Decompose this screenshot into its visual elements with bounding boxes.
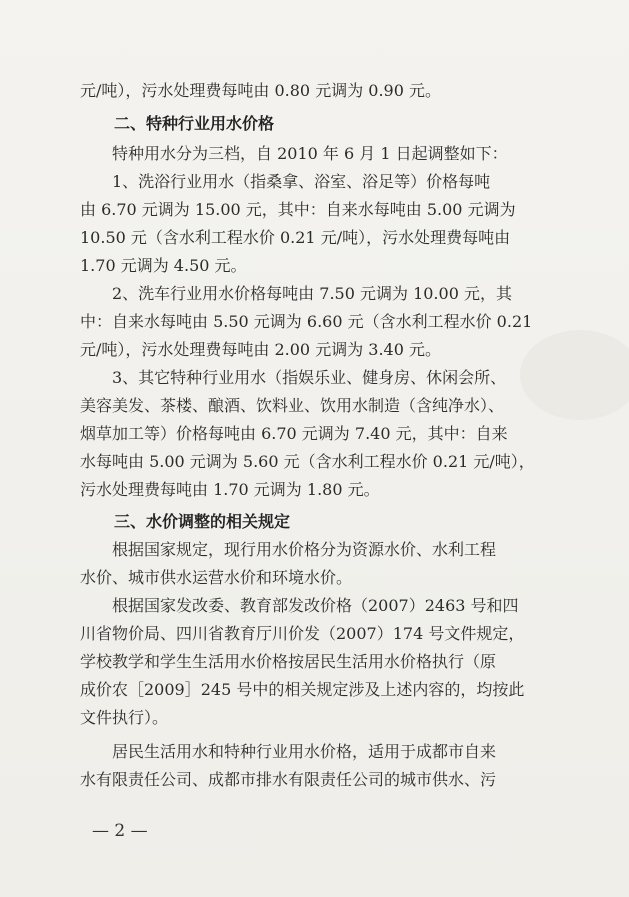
text-line: 水价、城市供水运营水价和环境水价。 (80, 568, 353, 587)
text-line: 10.50 元（含水利工程水价 0.21 元/吨），污水处理费每吨由 (80, 228, 511, 247)
text-line: 2、洗车行业用水价格每吨由 7.50 元调为 10.00 元，其 (112, 284, 512, 303)
text-line: 学校教学和学生生活用水价格按居民生活用水价格执行（原 (80, 652, 497, 671)
text-line: 1、洗浴行业用水（指桑拿、浴室、浴足等）价格每吨 (112, 172, 491, 191)
section-heading: 二、特种行业用水价格 (114, 114, 275, 133)
text-line: 元/吨），污水处理费每吨由 0.80 元调为 0.90 元。 (80, 81, 441, 100)
text-line: 烟草加工等）价格每吨由 6.70 元调为 7.40 元，其中：自来 (80, 424, 508, 443)
text-line: 川省物价局、四川省教育厅川价发（2007）174 号文件规定， (80, 624, 525, 643)
text-line: 成价农［2009］245 号中的相关规定涉及上述内容的，均按此 (80, 680, 525, 699)
text-line: 美容美发、茶楼、酿酒、饮料业、饮用水制造（含纯净水）、 (80, 396, 505, 415)
text-line: 由 6.70 元调为 15.00 元，其中：自来水每吨由 5.00 元调为 (80, 200, 516, 219)
page-number: — 2 — (92, 821, 148, 841)
text-line: 特种用水分为三档，自 2010 年 6 月 1 日起调整如下： (112, 144, 508, 163)
section-heading: 三、水价调整的相关规定 (114, 512, 291, 531)
text-line: 中：自来水每吨由 5.50 元调为 6.60 元（含水利工程水价 0.21 (80, 312, 533, 331)
text-line: 水每吨由 5.00 元调为 5.60 元（含水利工程水价 0.21 元/吨）， (80, 452, 535, 471)
text-line: 元/吨），污水处理费每吨由 2.00 元调为 3.40 元。 (80, 340, 441, 359)
text-line: 水有限责任公司、成都市排水有限责任公司的城市供水、污 (80, 770, 497, 789)
text-line: 根据国家规定，现行用水价格分为资源水价、水利工程 (112, 540, 497, 559)
text-line: 污水处理费每吨由 1.70 元调为 1.80 元。 (80, 480, 380, 499)
text-line: 1.70 元调为 4.50 元。 (80, 256, 247, 275)
text-line: 根据国家发改委、教育部发改价格（2007）2463 号和四 (112, 596, 519, 615)
text-line: 文件执行）。 (80, 708, 169, 727)
text-line: 3、其它特种行业用水（指娱乐业、健身房、休闲会所、 (112, 368, 507, 387)
text-line: 居民生活用水和特种行业用水价格，适用于成都市自来 (112, 742, 497, 761)
